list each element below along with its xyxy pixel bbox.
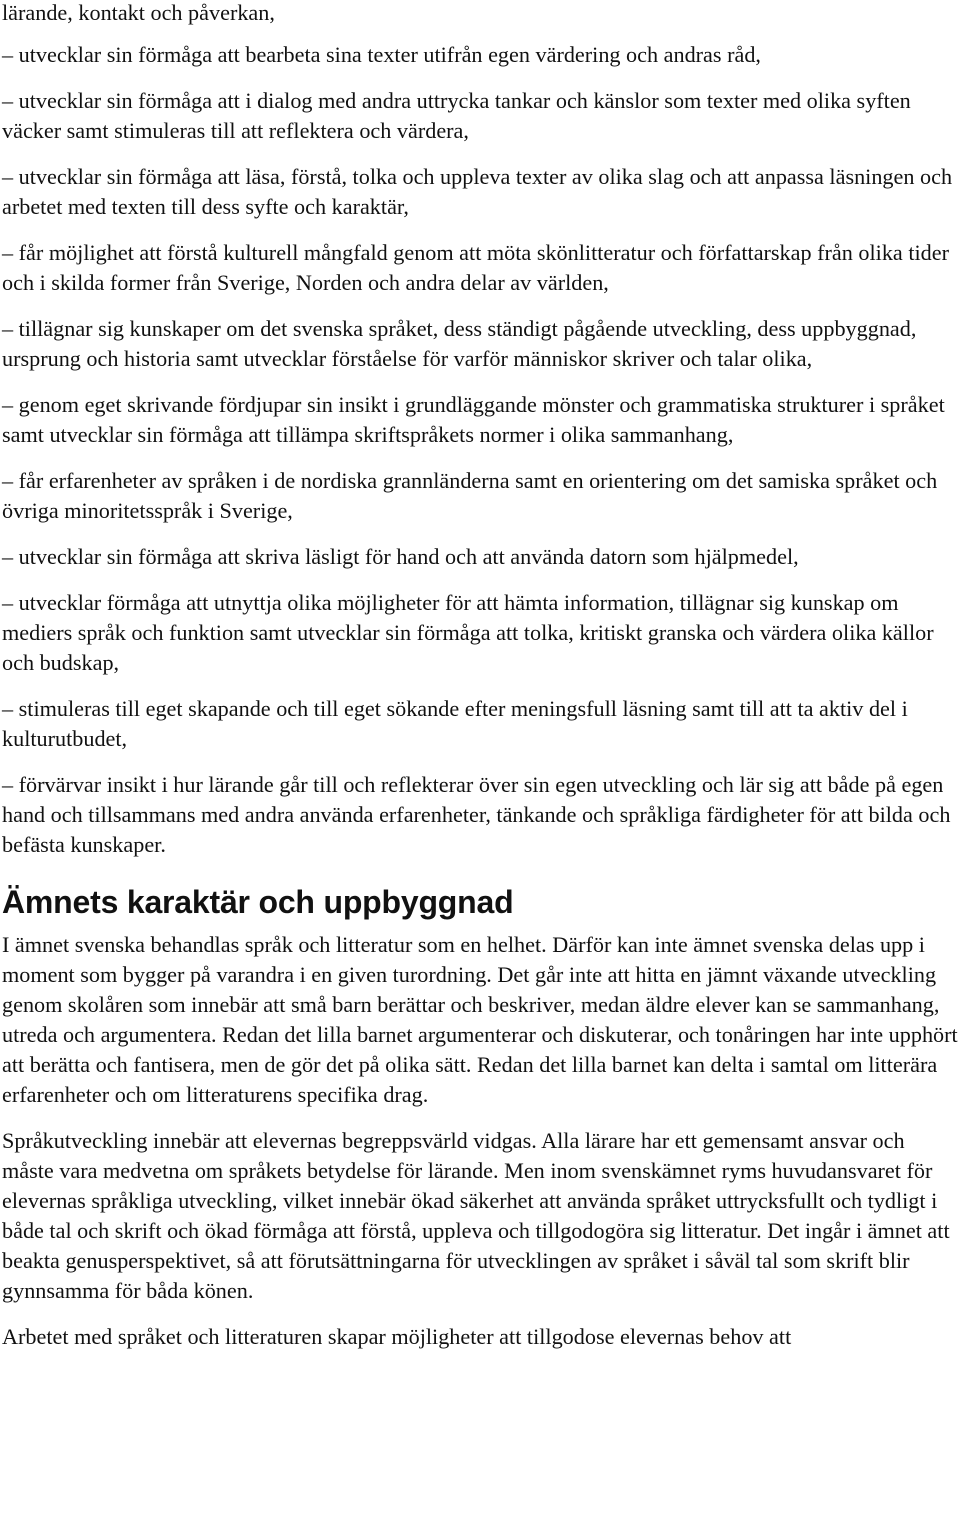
bullet-item: – utvecklar sin förmåga att läsa, förstå, tolka och uppleva texter av olika slag och att anpassa läsningen och arbetet med texten till dess syfte och karaktär, <box>2 164 953 219</box>
section-heading: Ämnets karaktär och uppbyggnad <box>2 884 514 920</box>
intro-line: lärande, kontakt och påverkan, <box>2 0 275 25</box>
bullet-item: – förvärvar insikt i hur lärande går till och reflekterar över sin egen utveckling och lär sig att både på egen hand och tillsammans med andra använda erfarenheter, tänkande och språkliga färdigheter för att bilda och befästa kunskaper. <box>2 772 951 857</box>
bullet-item: – utvecklar förmåga att utnyttja olika möjligheter för att hämta information, tillägnar sig kunskap om mediers språk och funktion samt utvecklar sin förmåga att tolka, kritiskt granska och värdera olika källor och budskap, <box>2 590 934 675</box>
bullet-item: – får erfarenheter av språken i de nordiska grannländerna samt en orientering om det samiska språket och övriga minoritetsspråk i Sverige, <box>2 468 938 523</box>
body-paragraph: Språkutveckling innebär att elevernas begreppsvärld vidgas. Alla lärare har ett gemensamt ansvar och måste vara medvetna om språkets betydelse för lärande. Men inom svenskämnet ryms huvudansvaret för elevernas språkliga utveckling, vilket innebär ökad säkerhet att använda språket uttrycksfullt och tydligt i både tal och skrift och ökad förmåga att förstå, uppleva och tillgodogöra sig litteratur. Det ingår i ämnet att beakta genusperspektivet, så att förutsättningarna för utvecklingen av språket i såväl tal som skrift blir gynnsamma för båda könen. <box>2 1128 950 1303</box>
bullet-item: – får möjlighet att förstå kulturell mångfald genom att möta skönlitteratur och författarskap från olika tider och i skilda former från Sverige, Norden och andra delar av världen, <box>2 240 949 295</box>
body-paragraph: I ämnet svenska behandlas språk och litteratur som en helhet. Därför kan inte ämnet svenska delas upp i moment som bygger på varandra i en given turordning. Det går inte att hitta en jämnt växande utveckling genom skolåren som innebär att små barn berättar och beskriver, medan äldre elever kan se sammanhang, utreda och argumentera. Redan det lilla barnet argumenterar och diskuterar, och tonåringen har inte upphört att berätta och fantisera, men de gör det på olika sätt. Redan det lilla barnet kan delta i samtal om litterära erfarenheter och om litteraturens specifika drag. <box>2 932 958 1107</box>
bullet-item: – utvecklar sin förmåga att i dialog med andra uttrycka tankar och känslor som texter med olika syften väcker samt stimuleras till att reflektera och värdera, <box>2 88 911 143</box>
bullet-item: – utvecklar sin förmåga att skriva läsligt för hand och att använda datorn som hjälpmedel, <box>2 544 799 569</box>
bullet-item: – genom eget skrivande fördjupar sin insikt i grundläggande mönster och grammatiska strukturer i språket samt utvecklar sin förmåga att tillämpa skriftspråkets normer i olika sammanhang, <box>2 392 945 447</box>
body-paragraph: Arbetet med språket och litteraturen skapar möjligheter att tillgodose elevernas behov att <box>2 1324 792 1349</box>
bullet-item: – stimuleras till eget skapande och till eget sökande efter meningsfull läsning samt till att ta aktiv del i kulturutbudet, <box>2 696 908 751</box>
bullet-item: – tillägnar sig kunskaper om det svenska språket, dess ständigt pågående utveckling, dess uppbyggnad, ursprung och historia samt utvecklar förståelse för varför människor skriver och talar olika, <box>2 316 917 371</box>
bullet-item: – utvecklar sin förmåga att bearbeta sina texter utifrån egen värdering och andras råd, <box>2 42 761 67</box>
